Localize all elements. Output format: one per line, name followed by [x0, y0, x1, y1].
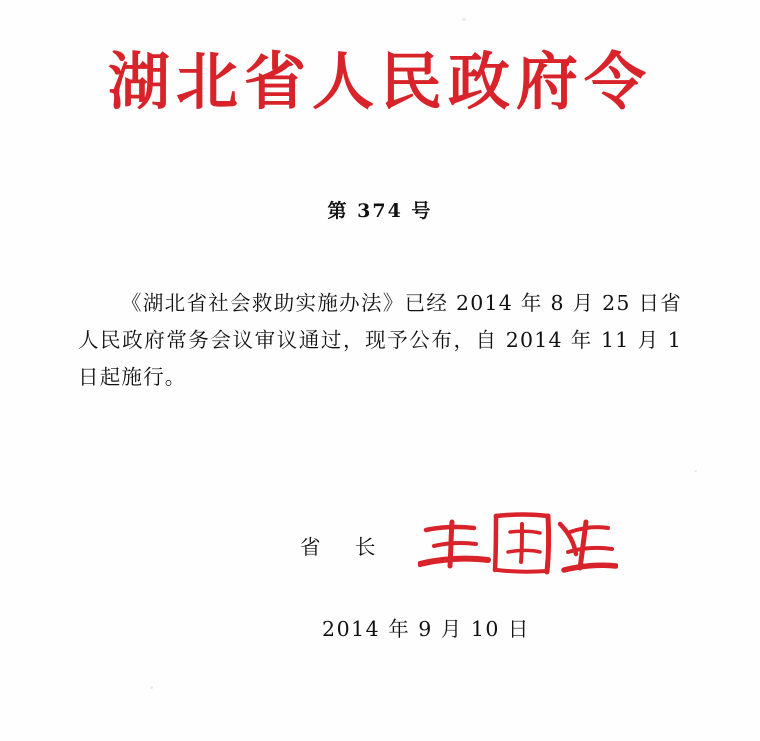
decree-number: 第 374 号: [327, 200, 433, 222]
scan-speck: [150, 686, 153, 689]
body-paragraph: 《湖北省社会救助实施办法》已经 2014 年 8 月 25 日省人民政府常务会议审议通过，现予公布，自 2014 年 11 月 1 日起施行。: [78, 291, 682, 389]
document-body: [78, 285, 682, 396]
signature-title-label: 省 长: [300, 535, 390, 559]
scan-speck: [462, 18, 466, 21]
document-masthead-title: 湖北省人民政府令: [107, 45, 652, 118]
signature-date: 2014 年 9 月 10 日: [322, 617, 530, 641]
handwritten-signature: [418, 502, 618, 584]
scan-speck: [694, 470, 697, 472]
signature-date-row: [0, 612, 760, 642]
